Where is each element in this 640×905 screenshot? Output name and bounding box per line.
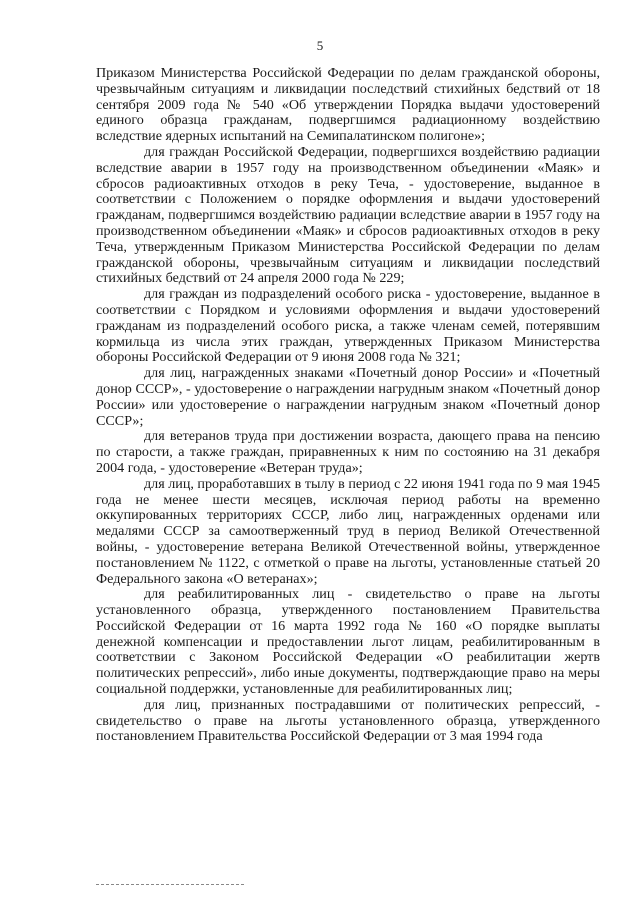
footer-divider [96,884,244,885]
paragraph-repression-victims: для лиц, признанных пострадавшими от политических репрессий, - свидетельство о праве на льготы установленного образца, утвержденного постановлением Правительства Российской Федерации от 3 мая 1994 года [96,696,600,745]
paragraph-honorary-donor: для лиц, награжденных знаками «Почетный донор России» и «Почетный донор СССР», - удостоверение о награждении нагрудным знаком «Почетный донор России» или удостоверение о награждении нагрудным знаком «Почетный донор СССР»; [96,365,600,429]
paragraph-special-risk: для граждан из подразделений особого риска - удостоверение, выданное в соответствии с Порядком и условиями оформления и выдачи удостоверений гражданам из подразделений особого риска, а также членам семей, потерявшим кормильца из числа этих граждан, утвержденных Приказом Министерства обороны Российской Федерации от 9 июня 2008 года № 321; [96,286,600,366]
page-number: 5 [316,38,324,53]
paragraph-labor-veterans: для ветеранов труда при достижении возраста, дающего права на пенсию по старости, а также граждан, приравненных к ним по состоянию на 31 декабря 2004 года, - удостоверение «Ветеран труда»; [96,428,600,476]
document-body [96,66,600,745]
paragraph-rehabilitated: для реабилитированных лиц - свидетельство о праве на льготы установленного образца, утвержденного постановлением Правительства Российской Федерации от 16 марта 1992 года № 160 «О порядке выплаты денежной компенсации и предоставлении льгот лицам, реабилитированным в соответствии с Законом Российской Федерации «О реабилитации жертв политических репрессий», либо иные документы, подтверждающие право на меры социальной поддержки, установленные для реабилитированных лиц; [96,586,600,698]
paragraph-mayak: для граждан Российской Федерации, подвергшихся воздействию радиации вследствие аварии в 1957 году на производственном объединении «Маяк» и сбросов радиоактивных отходов в реку Теча, - удостоверение, выданное в соответствии с Положением о порядке оформления и выдачи удостоверений гражданам, подвергшимся воздействию радиации вследствие аварии в 1957 году на производственном объединении «Маяк» и сбросов радиоактивных отходов в реку Теча, утвержденным Приказом Министерства Российской Федерации по делам гражданской обороны, чрезвычайным ситуациям и ликвидации последствий стихийных бедствий от 24 апреля 2000 года № 229; [96,143,600,287]
paragraph-continuation: Приказом Министерства Российской Федерации по делам гражданской обороны, чрезвычайным ситуациям и ликвидации последствий стихийных бедствий от 18 сентября 2009 года № 540 «Об утверждении Порядка выдачи удостоверений единого образца гражданам, подвергшимся радиационному воздействию вследствие ядерных испытаний на Семипалатинском полигоне»; [96,65,600,145]
paragraph-home-front: для лиц, проработавших в тылу в период с 22 июня 1941 года по 9 мая 1945 года не менее шести месяцев, исключая период работы на временно оккупированных территориях СССР, либо лиц, награжденных орденами или медалями СССР за самоотверженный труд в период Великой Отечественной войны, - удостоверение ветерана Великой Отечественной войны, утвержденное постановлением № 1122, с отметкой о праве на льготы, установленные статьей 20 Федерального закона «О ветеранах»; [96,475,600,587]
